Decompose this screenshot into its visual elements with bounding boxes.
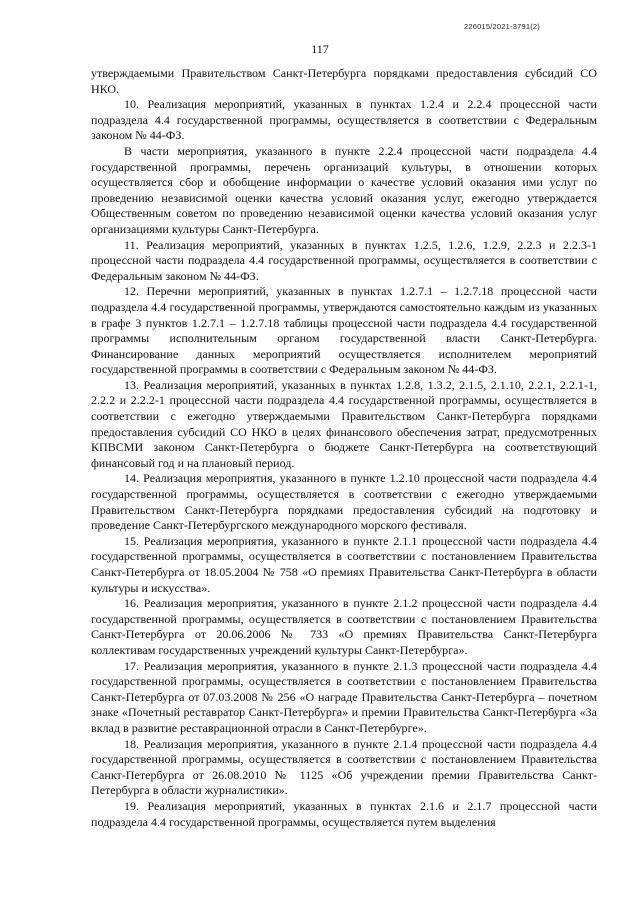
paragraph-10-detail: В части мероприятия, указанного в пункте 2.2.4 процессной части подраздела 4.4 государственной программы, перечень организаций культуры, в отношении которых осуществляется сбор и обобщение информации о качестве условий оказания ими услуг по проведению независимой оценки качества условий оказания услуг, ежегодно утверждается Общественным советом по проведению независимой оценки качества условий оказания услуг организациями культуры Санкт-Петербурга. xyxy=(91,143,597,236)
paragraph-15: 15. Реализация мероприятия, указанного в пункте 2.1.1 процессной части подраздела 4.4 государственной программы, осуществляется в соответствии с постановлением Правительства Санкт-Петербурга от 18.05.2004 № 758 «О премиях Правительства Санкт-Петербурга в области культуры и искусства». xyxy=(91,533,597,595)
paragraph-18: 18. Реализация мероприятия, указанного в пункте 2.1.4 процессной части подраздела 4.4 государственной программы, осуществляется в соответствии с постановлением Правительства Санкт-Петербурга от 26.08.2010 № 1125 «Об учреждении премии Правительства Санкт-Петербурга в области журналистики». xyxy=(91,736,597,798)
page-number: 117 xyxy=(311,42,329,56)
paragraph-10: 10. Реализация мероприятий, указанных в пунктах 1.2.4 и 2.2.4 процессной части подраздела 4.4 государственной программы, осуществляется в соответствии с Федеральным законом № 44-ФЗ. xyxy=(91,97,597,143)
paragraph-continuation: утверждаемыми Правительством Санкт-Петербурга порядками предоставления субсидий СО НКО. xyxy=(91,66,597,96)
paragraph-17: 17. Реализация мероприятия, указанного в пункте 2.1.3 процессной части подраздела 4.4 государственной программы, осуществляется в соответствии с постановлением Правительства Санкт-Петербурга от 07.03.2008 № 256 «О награде Правительства Санкт-Петербурга – почетном знаке «Почетный реставратор Санкт-Петербурга» и премии Правительства Санкт-Петербурга «За вклад в развитие реставрационной отрасли в Санкт-Петербурге». xyxy=(91,658,597,735)
document-body xyxy=(91,66,597,830)
paragraph-16: 16. Реализация мероприятия, указанного в пункте 2.1.2 процессной части подраздела 4.4 государственной программы, осуществляется в соответствии с постановлением Правительства Санкт-Петербурга от 20.06.2006 № 733 «О премиях Правительства Санкт-Петербурга коллективам государственных учреждений культуры Санкт-Петербурга». xyxy=(91,596,597,657)
paragraph-19: 19. Реализация мероприятий, указанных в пунктах 2.1.6 и 2.1.7 процессной части подраздела 4.4 государственной программы, осуществляется путем выделения xyxy=(91,798,597,829)
paragraph-11: 11. Реализация мероприятий, указанных в пунктах 1.2.5, 1.2.6, 1.2.9, 2.2.3 и 2.2.3-1 процессной части подраздела 4.4 государственной программы, осуществляется в соответствии с Федеральным законом № 44-ФЗ. xyxy=(91,237,597,283)
paragraph-14: 14. Реализация мероприятия, указанного в пункте 1.2.10 процессной части подраздела 4.4 государственной программы, осуществляется в соответствии с ежегодно утверждаемыми Правительством Санкт-Петербурга порядками предоставления субсидий на подготовку и проведение Санкт-Петербургского международного морского фестиваля. xyxy=(91,471,597,533)
document-id: 226015/2021-3791(2) xyxy=(464,22,540,31)
paragraph-12: 12. Перечни мероприятий, указанных в пунктах 1.2.7.1 – 1.2.7.18 процессной части подраздела 4.4 государственной программы, утверждаются самостоятельно каждым из указанных в графе 3 пунктов 1.2.7.1 – 1.2.7.18 таблицы процессной части подраздела 4.4 государственной программы исполнительным органом государственной власти Санкт-Петербурга. Финансирование данных мероприятий осуществляется исполнителем мероприятий государственной программы в соответствии с Федеральным законом № 44-ФЗ. xyxy=(91,284,597,377)
paragraph-13: 13. Реализация мероприятий, указанных в пунктах 1.2.8, 1.3.2, 2.1.5, 2.1.10, 2.2.1, 2.2.1-1, 2.2.2 и 2.2.2-1 процессной части подраздела 4.4 государственной программы, осуществляется в соответствии с ежегодно утверждаемыми Правительством Санкт-Петербурга порядками предоставления субсидий СО НКО в целях финансового обеспечения затрат, предусмотренных КПВСМИ законом Санкт-Петербурга о бюджете Санкт-Петербурга на соответствующий финансовый год и на плановый период. xyxy=(91,377,597,470)
